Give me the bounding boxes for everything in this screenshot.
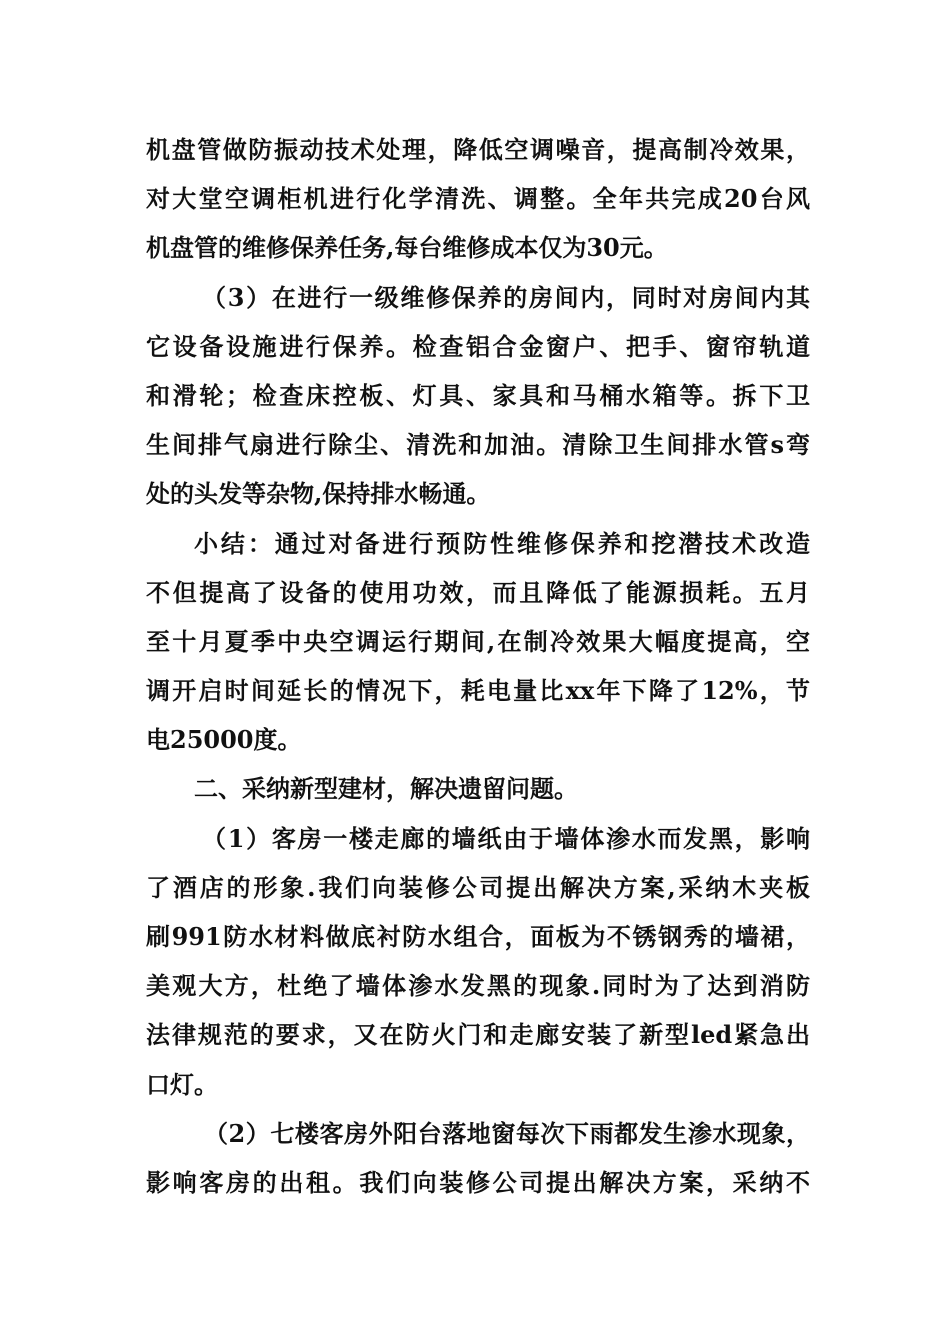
text-line: 它设备设施进行保养。检查铝合金窗户、把手、窗帘轨道 bbox=[146, 331, 810, 361]
body-text bbox=[146, 125, 810, 1207]
text-line: （1）客房一楼走廊的墙纸由于墙体渗水而发黑，影响 bbox=[202, 823, 810, 853]
text-line: （3）在进行一级维修保养的房间内，同时对房间内其 bbox=[202, 282, 810, 312]
text-line: 小结：通过对备进行预防性维修保养和挖潜技术改造 bbox=[194, 528, 810, 558]
text-line: 调开启时间延长的情况下，耗电量比xx年下降了12%，节 bbox=[146, 676, 810, 706]
text-line: 刷991防水材料做底衬防水组合，面板为不锈钢秀的墙裙， bbox=[146, 922, 810, 951]
text-line: 和滑轮；检查床控板、灯具、家具和马桶水箱等。拆下卫 bbox=[146, 380, 810, 410]
text-line: （2）七楼客房外阳台落地窗每次下雨都发生渗水现象， bbox=[204, 1118, 810, 1148]
text-line: 至十月夏季中央空调运行期间,在制冷效果大幅度提高，空 bbox=[146, 626, 810, 656]
section-heading: 二、采纳新型建材，解决遗留问题。 bbox=[194, 774, 578, 804]
text-line: 美观大方，杜绝了墙体渗水发黑的现象.同时为了达到消防 bbox=[146, 971, 810, 1001]
text-line: 法律规范的要求，又在防火门和走廊安装了新型led紧急出 bbox=[146, 1020, 810, 1050]
text-line: 处的头发等杂物,保持排水畅通。 bbox=[146, 479, 491, 509]
text-line: 影响客房的出租。我们向装修公司提出解决方案，采纳不 bbox=[146, 1167, 810, 1197]
text-line: 了酒店的形象.我们向装修公司提出解决方案,采纳木夹板 bbox=[146, 872, 810, 902]
text-line: 口灯。 bbox=[146, 1069, 218, 1099]
text-line: 对大堂空调柜机进行化学清洗、调整。全年共完成20台风 bbox=[146, 184, 810, 214]
text-line: 机盘管的维修保养任务,每台维修成本仅为30元。 bbox=[146, 233, 668, 263]
text-line: 电25000度。 bbox=[146, 725, 302, 755]
text-line: 生间排气扇进行除尘、清洗和加油。清除卫生间排水管s弯 bbox=[146, 430, 810, 460]
text-line: 机盘管做防振动技术处理，降低空调噪音，提高制冷效果， bbox=[146, 135, 810, 164]
text-line: 不但提高了设备的使用功效，而且降低了能源损耗。五月 bbox=[146, 577, 810, 607]
